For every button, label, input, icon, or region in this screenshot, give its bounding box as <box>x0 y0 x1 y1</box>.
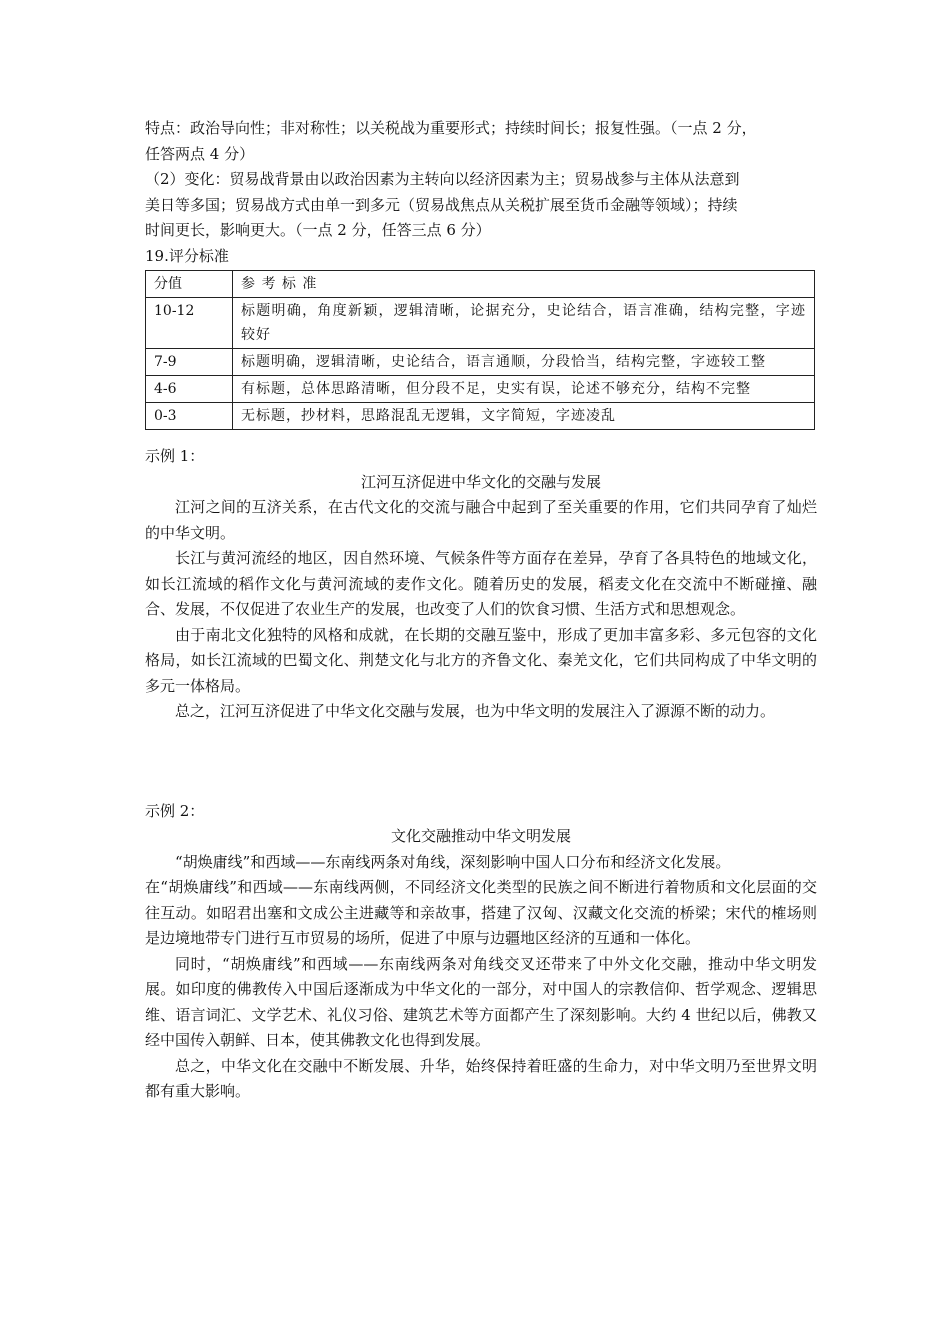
example2-label: 示例 2： <box>145 801 205 820</box>
answer-part2-line3: 时间更长，影响更大。（一点 2 分，任答三点 6 分） <box>145 221 491 239</box>
table-row <box>146 376 815 403</box>
table-cell-score: 7-9 <box>146 349 233 376</box>
table-cell-score: 0-3 <box>146 403 233 430</box>
scoring-table <box>145 270 815 430</box>
example2-first-line: “胡焕庸线”和西域——东南线两条对角线，深刻影响中国人口分布和经济文化发展。 <box>175 852 731 871</box>
table-row <box>146 349 815 376</box>
example2-paragraph: 总之，中华文化在交融中不断发展、升华，始终保持着旺盛的生命力，对中华文明乃至世界文明都有重大影响。 <box>145 1056 817 1100</box>
document-page <box>145 116 817 1105</box>
answer-part2-line2: 美日等多国；贸易战方式由单一到多元（贸易战焦点从关税扩展至货币金融等领域）；持续 <box>145 195 738 214</box>
table-cell-score: 4-6 <box>146 376 233 403</box>
table-header-row <box>146 271 815 298</box>
table-row <box>146 403 815 430</box>
answer-part1-line2: 任答两点 4 分） <box>145 144 255 163</box>
example1-paragraph: 长江与黄河流经的地区，因自然环境、气候条件等方面存在差异，孕育了各具特色的地域文化，如长江流域的稻作文化与黄河流域的麦作文化。随着历史的发展，稻麦文化在交流中不断碰撞、融合、发展，不仅促进了农业生产的发展，也改变了人们的饮食习惯、生活方式和思想观念。 <box>145 549 817 618</box>
table-cell-score: 10-12 <box>146 298 233 349</box>
q19-title: 19.评分标准 <box>145 246 229 265</box>
table-cell-criteria: 有标题，总体思路清晰，但分段不足，史实有误，论述不够充分，结构不完整 <box>233 376 815 403</box>
table-cell-criteria: 标题明确，逻辑清晰，史论结合，语言通顺，分段恰当，结构完整，字迹较工整 <box>233 349 815 376</box>
answer-part1-line1: 特点：政治导向性；非对称性；以关税战为重要形式；持续时间长；报复性强。（一点 2 分， <box>145 119 757 137</box>
table-header-criteria: 参 考 标 准 <box>233 271 815 298</box>
example1-title: 江河互济促进中华文化的交融与发展 <box>360 472 601 491</box>
table-cell-criteria: 标题明确，角度新颖，逻辑清晰，论据充分，史论结合，语言准确，结构完整，字迹较好 <box>233 298 815 349</box>
example1-paragraph: 由于南北文化独特的风格和成就，在长期的交融互鉴中，形成了更加丰富多彩、多元包容的文化格局，如长江流域的巴蜀文化、荆楚文化与北方的齐鲁文化、秦羌文化，它们共同构成了中华文明的多元一体格局。 <box>145 625 817 695</box>
example2-paragraph: 同时，“胡焕庸线”和西域——东南线两条对角线交叉还带来了中外文化交融，推动中华文明发展。如印度的佛教传入中国后逐渐成为中华文化的一部分，对中国人的宗教信仰、哲学观念、逻辑思维、语言词汇、文学艺术、礼仪习俗、建筑艺术等方面都产生了深刻影响。大约 4 世纪以后，佛教又经中国传入朝鲜、日本，使其佛教文化也得到发展。 <box>145 954 817 1049</box>
table-cell-criteria: 无标题，抄材料，思路混乱无逻辑，文字简短，字迹凌乱 <box>233 403 815 430</box>
example1-label: 示例 1： <box>145 447 205 465</box>
spacer <box>145 725 817 799</box>
answer-part2-line1: （2）变化：贸易战背景由以政治因素为主转向以经济因素为主；贸易战参与主体从法意到 <box>145 170 740 188</box>
example2-title: 文化交融推动中华文明发展 <box>390 827 571 845</box>
example1-paragraph: 总之，江河互济促进了中华文化交融与发展，也为中华文明的发展注入了源源不断的动力。 <box>175 702 776 720</box>
example2-paragraph: 在“胡焕庸线”和西域——东南线两侧，不同经济文化类型的民族之间不断进行着物质和文化层面的交往互动。如昭君出塞和文成公主进藏等和亲故事，搭建了汉匈、汉藏文化交流的桥梁；宋代的榷场则是边境地带专门进行互市贸易的场所，促进了中原与边疆地区经济的互通和一体化。 <box>145 878 817 947</box>
spacer <box>145 430 817 444</box>
table-row <box>146 298 815 349</box>
table-header-score: 分值 <box>146 271 233 298</box>
example1-paragraph: 江河之间的互济关系，在古代文化的交流与融合中起到了至关重要的作用，它们共同孕育了灿烂的中华文明。 <box>145 498 817 542</box>
